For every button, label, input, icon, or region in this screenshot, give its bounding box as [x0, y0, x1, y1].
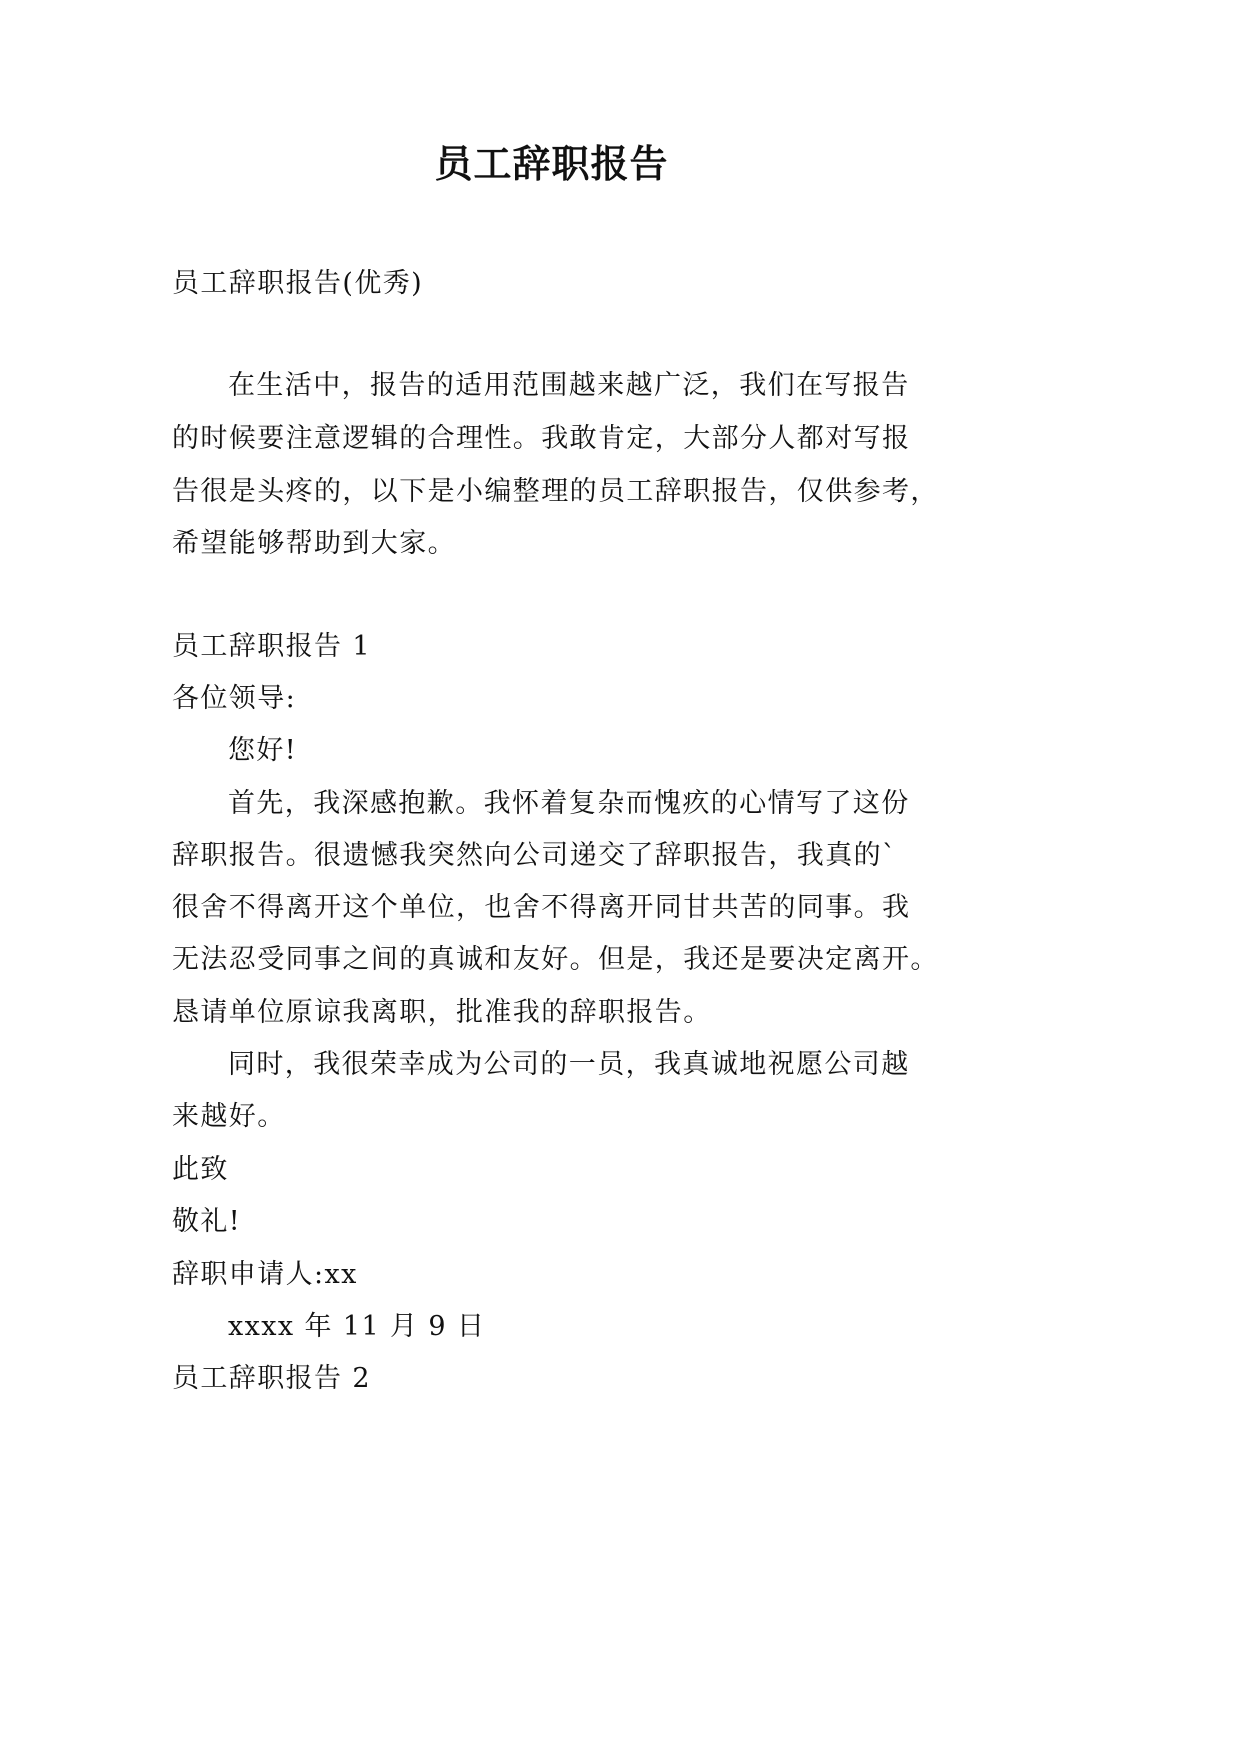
intro-line: 希望能够帮助到大家。 [172, 528, 456, 559]
report1-paragraph1-line: 很舍不得离开这个单位，也舍不得离开同甘共苦的同事。我 [172, 892, 911, 923]
report1-closing: 此致 [172, 1154, 229, 1185]
document-title: 员工辞职报告 [434, 141, 669, 186]
intro-line: 告很是头疼的，以下是小编整理的员工辞职报告，仅供参考， [172, 476, 939, 507]
intro-line: 的时候要注意逻辑的合理性。我敢肯定，大部分人都对写报 [172, 423, 911, 454]
report1-closing: 敬礼! [172, 1206, 242, 1237]
report2-heading: 员工辞职报告 2 [172, 1363, 371, 1394]
report1-greeting: 您好! [228, 735, 298, 766]
intro-line: 在生活中，报告的适用范围越来越广泛，我们在写报告 [228, 370, 910, 401]
report1-signature: 辞职申请人:xx [172, 1259, 358, 1290]
report1-paragraph2-line: 来越好。 [172, 1101, 286, 1132]
report1-paragraph1-line: 辞职报告。很遗憾我突然向公司递交了辞职报告，我真的` [172, 840, 897, 871]
report1-paragraph1-line: 恳请单位原谅我离职，批准我的辞职报告。 [172, 997, 712, 1028]
report1-paragraph1-line: 无法忍受同事之间的真诚和友好。但是，我还是要决定离开。 [172, 944, 939, 975]
report1-paragraph2-line: 同时，我很荣幸成为公司的一员，我真诚地祝愿公司越 [228, 1049, 910, 1080]
report1-paragraph1-line: 首先，我深感抱歉。我怀着复杂而愧疚的心情写了这份 [228, 788, 910, 819]
document-subtitle: 员工辞职报告(优秀) [172, 268, 424, 299]
report1-date: xxxx 年 11 月 9 日 [228, 1311, 486, 1342]
report1-heading: 员工辞职报告 1 [172, 631, 371, 662]
report1-salutation: 各位领导: [172, 683, 297, 714]
